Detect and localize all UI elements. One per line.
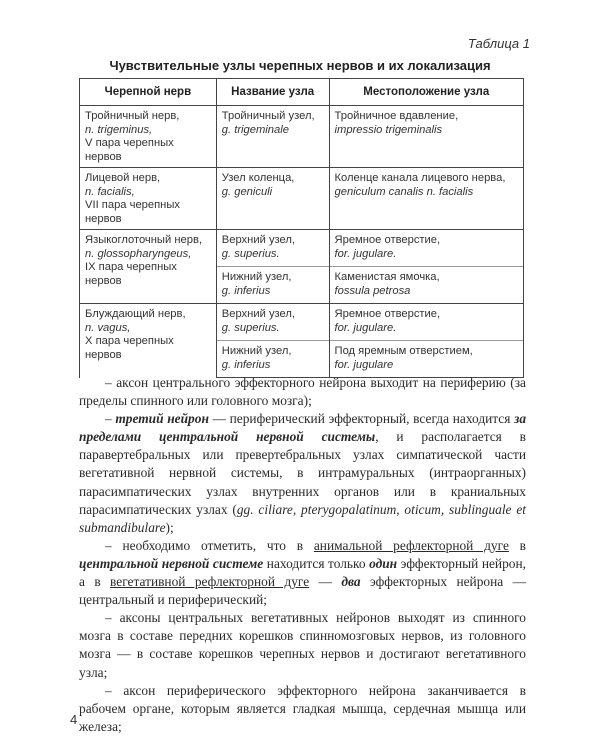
nerve-pair: VII пара черепных нервов bbox=[85, 199, 180, 225]
ganglion-name: Нижний узел, bbox=[221, 345, 292, 357]
ganglion-latin: g. geniculi bbox=[221, 185, 273, 198]
nerve-cell bbox=[80, 168, 217, 230]
ganglion-latin: g. superius. bbox=[221, 321, 280, 334]
page-number: 4 bbox=[70, 712, 78, 727]
paragraph bbox=[79, 537, 526, 609]
table-row bbox=[80, 230, 524, 267]
nerve-pair: IX пара черепных нервов bbox=[85, 261, 177, 287]
table-row bbox=[80, 106, 524, 168]
nerve-pair: X пара черепных нервов bbox=[85, 335, 174, 361]
nerve-pair: V пара черепных нервов bbox=[85, 137, 174, 163]
text-fragment: эффекторных нейрона — центральный и периферический; bbox=[79, 574, 526, 608]
table-label: Таблица 1 bbox=[467, 36, 530, 51]
emphasis-outside-cns: за пределами центральной нервной системы bbox=[79, 411, 527, 445]
emphasis-two: два bbox=[341, 574, 361, 590]
paragraph: – аксоны центральных вегетативных нейронов выходят из спинного мозга в составе передних корешков спинномозговых нервов, из головного мозга — в составе корешков черепных нервов и достигают вегетативного узла; bbox=[79, 610, 526, 680]
location-name: Каменистая ямочка, bbox=[334, 271, 440, 283]
ganglion-cell bbox=[216, 106, 329, 168]
location-cell bbox=[329, 304, 523, 341]
location-latin: for. jugulare bbox=[334, 358, 394, 371]
ganglion-latin: g. inferius bbox=[221, 358, 271, 371]
nerve-name: Языкоглоточный нерв, bbox=[85, 234, 203, 246]
nerve-latin: n. facialis, bbox=[85, 185, 135, 198]
table-title: Чувствительные узлы черепных нервов и их локализация bbox=[109, 58, 491, 73]
text-fragment: в bbox=[508, 537, 526, 553]
ganglion-cell bbox=[216, 304, 329, 341]
location-latin: for. jugulare. bbox=[334, 321, 397, 334]
emphasis-cns: центральной нервной системе bbox=[79, 555, 264, 571]
nerve-cell bbox=[80, 230, 217, 304]
ganglion-cell bbox=[216, 230, 329, 267]
header-ganglion-name: Название узла bbox=[216, 79, 329, 106]
text-fragment: , и располагается в паравертебральных или превертебральных узлах симпатической части вегетативной нервной системы, в интрамуральных (интраорганных) парасимпатических узлах внутренних органов или в краниальных парасимпатических узлах ( bbox=[79, 429, 526, 517]
text-fragment: — bbox=[309, 574, 342, 590]
location-name: Яремное отверстие, bbox=[334, 308, 441, 320]
location-name: Яремное отверстие, bbox=[334, 234, 441, 246]
paragraph: – аксон периферического эффекторного нейрона заканчивается в рабочем органе, которым является гладкая мышца, сердечная мышца или железа; bbox=[79, 682, 526, 734]
text-fragment: находится только bbox=[263, 555, 370, 571]
nerve-latin: n. trigeminus, bbox=[85, 123, 153, 136]
ganglion-cell bbox=[216, 168, 329, 230]
table-row bbox=[80, 304, 524, 341]
location-name: Тройничное вдавление, bbox=[334, 110, 459, 122]
header-ganglion-location: Местоположение узла bbox=[329, 79, 523, 106]
ganglion-latin: g. trigeminale bbox=[221, 123, 289, 136]
location-cell bbox=[329, 267, 523, 304]
location-cell bbox=[329, 168, 523, 230]
body-text bbox=[79, 374, 526, 736]
text-fragment: эффекторный нейрон, а в bbox=[79, 555, 527, 590]
nerve-cell bbox=[80, 106, 217, 168]
ganglion-name: Узел коленца, bbox=[221, 172, 295, 184]
location-latin: for. jugulare. bbox=[334, 247, 397, 260]
underlined-autonomic-reflex-arc: вегетативной рефлекторной дуге bbox=[110, 574, 310, 590]
term-third-neuron: третий нейрон bbox=[115, 411, 209, 427]
ganglion-cell bbox=[216, 341, 329, 378]
nerve-latin: n. vagus, bbox=[85, 321, 131, 334]
text-fragment: ); bbox=[165, 519, 174, 535]
nerve-name: Тройничный нерв, bbox=[85, 110, 180, 122]
ganglion-cell bbox=[216, 267, 329, 304]
text-fragment: — периферический эффекторный, всегда находится bbox=[208, 411, 515, 427]
text-fragment: – необходимо отметить, что в bbox=[105, 537, 314, 553]
ganglion-latin: g. superius. bbox=[221, 247, 280, 260]
ganglion-latin: g. inferius bbox=[221, 284, 271, 297]
location-cell bbox=[329, 341, 523, 378]
ganglion-name: Верхний узел, bbox=[221, 234, 296, 246]
nerve-cell bbox=[80, 304, 217, 378]
ganglion-name: Нижний узел, bbox=[221, 271, 292, 283]
table-header-row bbox=[80, 79, 524, 106]
location-cell bbox=[329, 106, 523, 168]
location-latin: impressio trigeminalis bbox=[334, 123, 443, 136]
header-cranial-nerve: Черепной нерв bbox=[80, 79, 217, 106]
location-latin: geniculum canalis n. facialis bbox=[334, 185, 474, 198]
ganglion-name: Тройничный узел, bbox=[221, 110, 315, 122]
underlined-animal-reflex-arc: анимальной рефлекторной дуге bbox=[313, 537, 509, 553]
location-latin: fossula petrosa bbox=[334, 284, 411, 297]
nerve-latin: n. glossopharyngeus, bbox=[85, 247, 192, 260]
ganglion-name: Верхний узел, bbox=[221, 308, 296, 320]
ganglia-table bbox=[79, 78, 524, 378]
paragraph: – аксон центрального эффекторного нейрона выходит на периферию (за пределы спинного или головного мозга); bbox=[79, 375, 526, 409]
paragraph bbox=[79, 410, 526, 537]
location-name: Под яремным отверстием, bbox=[334, 345, 473, 357]
location-cell bbox=[329, 230, 523, 267]
table-row bbox=[80, 168, 524, 230]
nerve-name: Блуждающий нерв, bbox=[85, 308, 186, 320]
dash: – bbox=[105, 411, 116, 427]
latin-ganglia-list: gg. ciliare, pterygopalatinum, oticum, sublinguale et submandibulare bbox=[79, 501, 526, 535]
nerve-name: Лицевой нерв, bbox=[85, 172, 161, 184]
emphasis-one: один bbox=[369, 555, 398, 571]
location-name: Коленце канала лицевого нерва, bbox=[334, 172, 506, 184]
